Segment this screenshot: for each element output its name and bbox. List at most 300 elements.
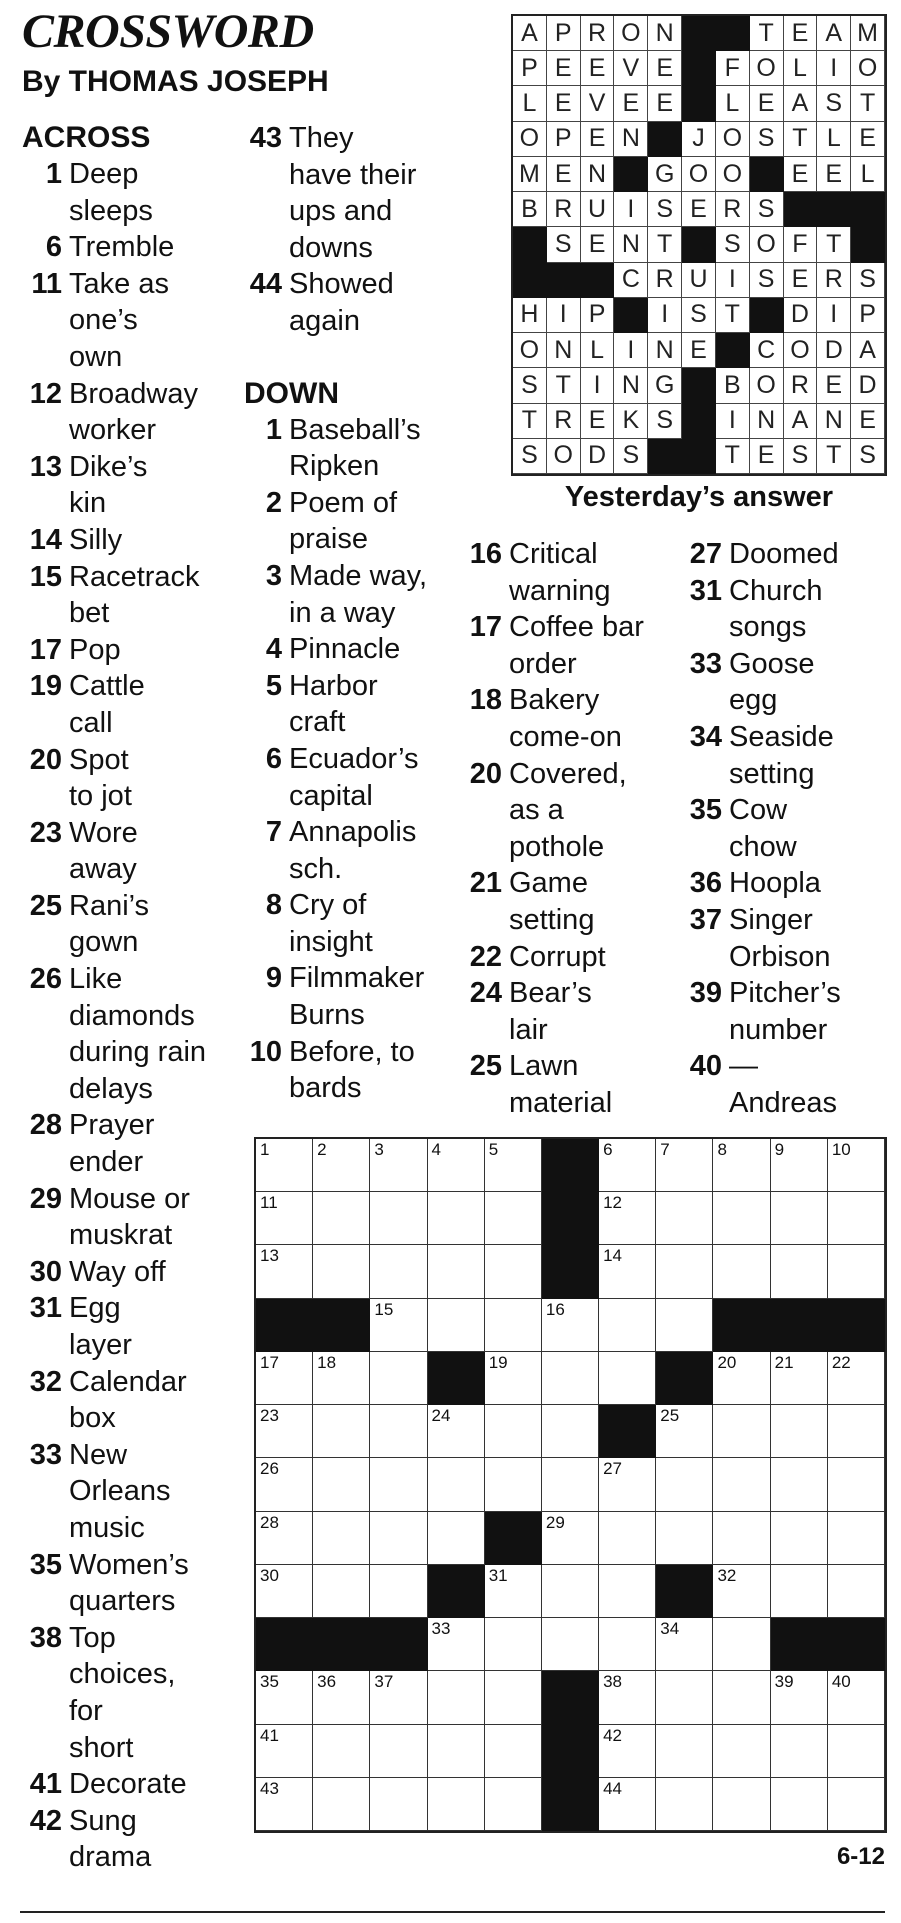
clue-number: 29 — [29, 1182, 62, 1215]
answer-letter-cell: E — [851, 122, 885, 157]
answer-letter-cell: F — [784, 227, 818, 262]
grid-block-cell — [828, 1299, 885, 1352]
answer-letter-cell: G — [648, 368, 682, 403]
answer-letter-cell: P — [851, 298, 885, 333]
grid-cell[interactable] — [713, 1565, 770, 1618]
clue-text: Before, to bards — [289, 1035, 415, 1105]
grid-cell[interactable] — [771, 1778, 828, 1831]
grid-cell-number: 44 — [603, 1778, 622, 1798]
answer-letter-cell: R — [817, 263, 851, 298]
grid-cell[interactable] — [771, 1671, 828, 1724]
grid-cell[interactable] — [599, 1352, 656, 1405]
grid-cell[interactable] — [656, 1512, 713, 1565]
clue-text: Cattle call — [69, 670, 145, 739]
grid-cell[interactable] — [656, 1245, 713, 1298]
answer-letter-cell: N — [581, 157, 615, 192]
answer-letter-cell: N — [648, 333, 682, 368]
grid-cell[interactable] — [485, 1671, 542, 1724]
clue-text: Made way, in a way — [289, 559, 428, 629]
grid-cell-number: 5 — [488, 1140, 499, 1159]
clue-text: Ecuador’s capital — [289, 742, 419, 812]
yesterdays-answer-grid — [511, 14, 887, 476]
grid-block-cell — [656, 1352, 713, 1405]
grid-cell-number: 40 — [831, 1672, 851, 1692]
grid-cell[interactable] — [828, 1405, 885, 1458]
answer-block-cell — [716, 16, 750, 51]
grid-cell[interactable] — [713, 1725, 770, 1778]
clue-number: 22 — [469, 940, 502, 973]
grid-cell[interactable] — [313, 1245, 370, 1298]
clue-number: 38 — [29, 1621, 62, 1654]
answer-letter-cell: S — [716, 227, 750, 262]
answer-block-cell — [682, 86, 716, 121]
grid-cell[interactable] — [771, 1245, 828, 1298]
grid-cell-number: 17 — [260, 1352, 279, 1372]
down-clue-31 — [684, 573, 894, 646]
grid-cell[interactable] — [428, 1618, 485, 1671]
answer-letter-cell: P — [513, 51, 547, 86]
grid-cell[interactable] — [828, 1671, 885, 1724]
clue-number: 35 — [29, 1548, 62, 1581]
answer-letter-cell: S — [750, 263, 784, 298]
grid-cell[interactable] — [370, 1352, 427, 1405]
answer-letter-cell: I — [817, 298, 851, 333]
grid-cell[interactable] — [599, 1671, 656, 1724]
answer-letter-cell: E — [547, 86, 581, 121]
grid-cell[interactable] — [428, 1299, 485, 1352]
across-clue-33 — [22, 1437, 232, 1547]
grid-cell[interactable] — [313, 1671, 370, 1724]
clue-number: 25 — [469, 1050, 502, 1083]
grid-cell[interactable] — [771, 1192, 828, 1245]
grid-cell[interactable] — [542, 1405, 599, 1458]
answer-letter-cell: L — [784, 51, 818, 86]
grid-cell[interactable] — [313, 1405, 370, 1458]
answer-letter-cell: S — [648, 192, 682, 227]
clue-text: Filmmaker Burns — [289, 962, 425, 1032]
grid-cell-number: 28 — [260, 1512, 279, 1532]
grid-cell[interactable] — [828, 1725, 885, 1778]
clue-number: 3 — [265, 559, 282, 592]
grid-cell[interactable] — [256, 1405, 313, 1458]
answer-letter-cell: S — [817, 86, 851, 121]
clue-text: Pinnacle — [289, 633, 401, 666]
grid-cell[interactable] — [542, 1458, 599, 1511]
grid-cell[interactable] — [828, 1512, 885, 1565]
grid-cell[interactable] — [713, 1352, 770, 1405]
grid-cell[interactable] — [256, 1671, 313, 1724]
clue-text: Racetrack bet — [69, 560, 200, 630]
answer-letter-cell: D — [851, 368, 885, 403]
answer-letter-cell: R — [547, 192, 581, 227]
grid-cell[interactable] — [370, 1139, 427, 1192]
answer-letter-cell: E — [682, 333, 716, 368]
answer-block-cell — [581, 263, 615, 298]
clue-text: Poem of praise — [289, 486, 397, 556]
grid-cell[interactable] — [313, 1139, 370, 1192]
grid-cell[interactable] — [599, 1565, 656, 1618]
clue-number: 43 — [249, 122, 282, 154]
grid-cell-number: 18 — [317, 1352, 337, 1372]
across-clue-29 — [22, 1181, 232, 1254]
answer-letter-cell: O — [547, 439, 581, 474]
answer-letter-cell: E — [648, 51, 682, 86]
grid-cell[interactable] — [713, 1405, 770, 1458]
grid-cell[interactable] — [542, 1565, 599, 1618]
grid-cell-number: 38 — [603, 1672, 622, 1692]
answer-letter-cell: E — [581, 51, 615, 86]
across-clue-12 — [22, 376, 232, 449]
clue-text: Goose egg — [729, 647, 815, 717]
down-clue-8 — [244, 887, 466, 960]
answer-letter-cell: R — [784, 368, 818, 403]
clue-number: 1 — [45, 158, 62, 190]
grid-cell[interactable] — [370, 1458, 427, 1511]
answer-letter-cell: D — [817, 333, 851, 368]
grid-cell[interactable] — [542, 1352, 599, 1405]
grid-cell[interactable] — [370, 1725, 427, 1778]
across-clue-11 — [22, 266, 232, 376]
grid-cell-number: 42 — [603, 1725, 622, 1745]
answer-letter-cell: T — [648, 227, 682, 262]
across-clue-30 — [22, 1254, 232, 1291]
across-clue-14 — [22, 522, 232, 559]
clue-text: Cry of insight — [289, 889, 373, 958]
answer-block-cell — [817, 192, 851, 227]
grid-cell[interactable] — [428, 1245, 485, 1298]
grid-cell-number: 2 — [317, 1140, 327, 1159]
grid-cell-number: 37 — [374, 1672, 394, 1692]
grid-cell[interactable] — [256, 1192, 313, 1245]
grid-cell[interactable] — [256, 1512, 313, 1565]
answer-letter-cell: T — [716, 439, 750, 474]
across-clue-41 — [22, 1766, 232, 1803]
grid-cell[interactable] — [599, 1458, 656, 1511]
answer-letter-cell: R — [716, 192, 750, 227]
answer-letter-cell: S — [784, 439, 818, 474]
down-clue-17 — [464, 609, 684, 682]
grid-cell[interactable] — [599, 1725, 656, 1778]
answer-letter-cell: S — [648, 404, 682, 439]
grid-cell[interactable] — [599, 1778, 656, 1831]
down-clue-33 — [684, 646, 894, 719]
grid-cell[interactable] — [370, 1778, 427, 1831]
clue-number: 41 — [29, 1768, 62, 1801]
clue-number: 24 — [469, 977, 502, 1010]
answer-letter-cell: K — [614, 404, 648, 439]
grid-cell[interactable] — [428, 1725, 485, 1778]
answer-letter-cell: I — [614, 333, 648, 368]
grid-cell[interactable] — [313, 1778, 370, 1831]
clue-text: Deep sleeps — [69, 158, 153, 227]
grid-cell[interactable] — [485, 1618, 542, 1671]
grid-cell[interactable] — [370, 1405, 427, 1458]
across-clue-1 — [22, 156, 232, 229]
grid-cell[interactable] — [485, 1245, 542, 1298]
grid-cell-number: 10 — [831, 1140, 851, 1159]
grid-cell[interactable] — [599, 1139, 656, 1192]
grid-cell[interactable] — [599, 1192, 656, 1245]
grid-cell-number: 39 — [774, 1672, 794, 1692]
grid-cell[interactable] — [771, 1565, 828, 1618]
answer-letter-cell: I — [547, 298, 581, 333]
grid-cell[interactable] — [256, 1565, 313, 1618]
across-clue-28 — [22, 1107, 232, 1180]
answer-letter-cell: I — [716, 263, 750, 298]
answer-letter-cell: O — [716, 157, 750, 192]
grid-cell[interactable] — [485, 1192, 542, 1245]
across-clue-44 — [244, 266, 466, 339]
grid-cell[interactable] — [656, 1725, 713, 1778]
answer-letter-cell: E — [851, 404, 885, 439]
across-clue-15 — [22, 559, 232, 632]
grid-cell[interactable] — [771, 1512, 828, 1565]
byline: By THOMAS JOSEPH — [22, 65, 329, 98]
clue-text: Mouse or muskrat — [69, 1182, 190, 1252]
grid-cell[interactable] — [713, 1512, 770, 1565]
answer-letter-cell: O — [784, 333, 818, 368]
grid-cell[interactable] — [828, 1778, 885, 1831]
grid-cell-number: 9 — [774, 1140, 785, 1159]
grid-cell[interactable] — [542, 1299, 599, 1352]
answer-block-cell — [851, 192, 885, 227]
clue-number: 16 — [469, 538, 502, 570]
grid-cell[interactable] — [713, 1139, 770, 1192]
clue-number: 23 — [29, 816, 62, 849]
clue-text: Decorate — [69, 1768, 187, 1801]
clue-number: 28 — [29, 1109, 62, 1142]
grid-cell[interactable] — [713, 1778, 770, 1831]
grid-cell[interactable] — [428, 1512, 485, 1565]
grid-cell[interactable] — [656, 1192, 713, 1245]
answer-letter-cell: L — [817, 122, 851, 157]
answer-letter-cell: T — [784, 122, 818, 157]
clue-number: 17 — [469, 611, 502, 644]
answer-letter-cell: E — [581, 404, 615, 439]
grid-cell[interactable] — [828, 1352, 885, 1405]
grid-cell[interactable] — [656, 1299, 713, 1352]
grid-cell[interactable] — [256, 1139, 313, 1192]
clue-text: Way off — [69, 1255, 166, 1288]
grid-cell[interactable] — [428, 1139, 485, 1192]
grid-block-cell — [599, 1405, 656, 1458]
grid-cell[interactable] — [428, 1192, 485, 1245]
grid-cell-number: 41 — [260, 1725, 279, 1745]
down-clue-34 — [684, 719, 894, 792]
grid-block-cell — [428, 1352, 485, 1405]
answer-letter-cell: S — [682, 298, 716, 333]
down-clue-40 — [684, 1048, 894, 1121]
down-clue-25 — [464, 1048, 684, 1121]
clue-number: 20 — [469, 757, 502, 790]
grid-cell[interactable] — [485, 1778, 542, 1831]
grid-cell-number: 11 — [260, 1193, 278, 1213]
down-clue-22 — [464, 939, 684, 976]
grid-cell[interactable] — [599, 1299, 656, 1352]
grid-cell[interactable] — [656, 1618, 713, 1671]
grid-cell[interactable] — [713, 1245, 770, 1298]
grid-cell[interactable] — [828, 1565, 885, 1618]
grid-cell[interactable] — [313, 1512, 370, 1565]
grid-cell[interactable] — [313, 1458, 370, 1511]
answer-letter-cell: S — [750, 192, 784, 227]
clue-number: 19 — [29, 670, 62, 703]
grid-cell[interactable] — [370, 1245, 427, 1298]
down-clue-6 — [244, 741, 466, 814]
grid-cell[interactable] — [656, 1671, 713, 1724]
answer-letter-cell: O — [614, 16, 648, 51]
down-column-3 — [464, 536, 684, 1122]
clue-number: 37 — [689, 903, 722, 936]
answer-letter-cell: E — [784, 16, 818, 51]
answer-block-cell — [682, 51, 716, 86]
clue-text: Women’s quarters — [69, 1548, 189, 1618]
answer-letter-cell: R — [648, 263, 682, 298]
grid-cell[interactable] — [656, 1458, 713, 1511]
clue-text: Spot to jot — [69, 743, 132, 813]
answer-letter-cell: I — [614, 192, 648, 227]
answer-letter-cell: E — [750, 439, 784, 474]
clue-number: 32 — [29, 1365, 62, 1398]
grid-cell[interactable] — [485, 1458, 542, 1511]
grid-cell[interactable] — [828, 1192, 885, 1245]
answer-letter-cell: J — [682, 122, 716, 157]
answer-letter-cell: I — [648, 298, 682, 333]
grid-cell[interactable] — [313, 1352, 370, 1405]
grid-cell[interactable] — [771, 1352, 828, 1405]
grid-cell[interactable] — [428, 1405, 485, 1458]
clue-text: Bear’s lair — [509, 977, 592, 1046]
grid-cell[interactable] — [313, 1192, 370, 1245]
grid-cell[interactable] — [713, 1618, 770, 1671]
down-clue-18 — [464, 682, 684, 755]
grid-cell[interactable] — [256, 1778, 313, 1831]
grid-cell[interactable] — [485, 1565, 542, 1618]
grid-cell-number: 15 — [374, 1299, 394, 1319]
grid-cell[interactable] — [599, 1618, 656, 1671]
grid-cell[interactable] — [771, 1405, 828, 1458]
clue-text: Critical warning — [509, 538, 611, 607]
grid-cell[interactable] — [485, 1405, 542, 1458]
grid-cell[interactable] — [599, 1512, 656, 1565]
grid-cell[interactable] — [370, 1299, 427, 1352]
answer-letter-cell: N — [614, 122, 648, 157]
answer-letter-cell: I — [716, 404, 750, 439]
grid-cell[interactable] — [256, 1352, 313, 1405]
clue-text: Harbor craft — [289, 669, 378, 739]
grid-cell[interactable] — [828, 1458, 885, 1511]
answer-letter-cell: N — [547, 333, 581, 368]
grid-cell[interactable] — [428, 1778, 485, 1831]
grid-cell-number: 12 — [603, 1193, 622, 1213]
grid-cell[interactable] — [485, 1725, 542, 1778]
clue-number: 39 — [689, 977, 722, 1010]
grid-cell[interactable] — [370, 1565, 427, 1618]
grid-cell-number: 30 — [260, 1565, 279, 1585]
grid-cell[interactable] — [771, 1725, 828, 1778]
clue-text: Annapolis sch. — [289, 816, 417, 885]
answer-letter-cell: B — [716, 368, 750, 403]
grid-cell[interactable] — [656, 1405, 713, 1458]
grid-cell[interactable] — [256, 1245, 313, 1298]
down-heading: DOWN — [244, 376, 339, 410]
grid-cell[interactable] — [313, 1565, 370, 1618]
grid-block-cell — [713, 1299, 770, 1352]
clue-number: 21 — [469, 867, 502, 900]
clue-text: Take as one’s own — [69, 267, 169, 373]
across-clue-31 — [22, 1290, 232, 1363]
answer-letter-cell: L — [716, 86, 750, 121]
bottom-rule — [20, 1911, 885, 1913]
grid-cell[interactable] — [771, 1139, 828, 1192]
grid-block-cell — [542, 1778, 599, 1831]
grid-cell[interactable] — [599, 1245, 656, 1298]
grid-block-cell — [542, 1725, 599, 1778]
clue-text: Dike’s kin — [69, 450, 148, 520]
grid-cell[interactable] — [656, 1778, 713, 1831]
grid-cell[interactable] — [828, 1139, 885, 1192]
grid-cell[interactable] — [256, 1458, 313, 1511]
grid-block-cell — [542, 1192, 599, 1245]
grid-cell-number: 34 — [660, 1619, 680, 1639]
grid-cell[interactable] — [313, 1725, 370, 1778]
grid-cell[interactable] — [485, 1299, 542, 1352]
grid-cell-number: 27 — [603, 1459, 622, 1479]
clue-text: Silly — [69, 523, 123, 556]
grid-cell[interactable] — [485, 1139, 542, 1192]
grid-cell[interactable] — [256, 1725, 313, 1778]
clue-number: 27 — [689, 538, 722, 570]
grid-cell[interactable] — [542, 1512, 599, 1565]
clue-text: Doomed — [729, 538, 839, 570]
down-clue-7 — [244, 814, 466, 887]
down-clue-10 — [244, 1034, 466, 1107]
grid-cell[interactable] — [713, 1671, 770, 1724]
down-clue-4 — [244, 631, 466, 668]
answer-letter-cell: E — [817, 368, 851, 403]
grid-cell[interactable] — [713, 1192, 770, 1245]
answer-letter-cell: U — [682, 263, 716, 298]
answer-letter-cell: A — [851, 333, 885, 368]
grid-cell[interactable] — [428, 1671, 485, 1724]
answer-letter-cell: L — [513, 86, 547, 121]
across-clue-38 — [22, 1620, 232, 1766]
answer-letter-cell: S — [513, 439, 547, 474]
grid-cell[interactable] — [428, 1458, 485, 1511]
grid-cell-number: 29 — [545, 1512, 565, 1532]
grid-cell[interactable] — [771, 1458, 828, 1511]
clue-number: 33 — [689, 647, 722, 680]
clue-number: 30 — [29, 1255, 62, 1288]
grid-cell[interactable] — [713, 1458, 770, 1511]
grid-cell[interactable] — [485, 1352, 542, 1405]
grid-block-cell — [771, 1618, 828, 1671]
answer-block-cell — [851, 227, 885, 262]
down-clue-list — [244, 412, 466, 1107]
grid-cell[interactable] — [370, 1512, 427, 1565]
grid-cell[interactable] — [542, 1618, 599, 1671]
grid-cell[interactable] — [828, 1245, 885, 1298]
answer-letter-cell: E — [581, 227, 615, 262]
grid-cell[interactable] — [656, 1139, 713, 1192]
grid-cell[interactable] — [370, 1192, 427, 1245]
answer-letter-cell: O — [750, 227, 784, 262]
answer-letter-cell: F — [716, 51, 750, 86]
down-clue-20 — [464, 756, 684, 866]
answer-letter-cell: N — [817, 404, 851, 439]
grid-cell-number: 32 — [717, 1565, 737, 1585]
grid-cell[interactable] — [370, 1671, 427, 1724]
